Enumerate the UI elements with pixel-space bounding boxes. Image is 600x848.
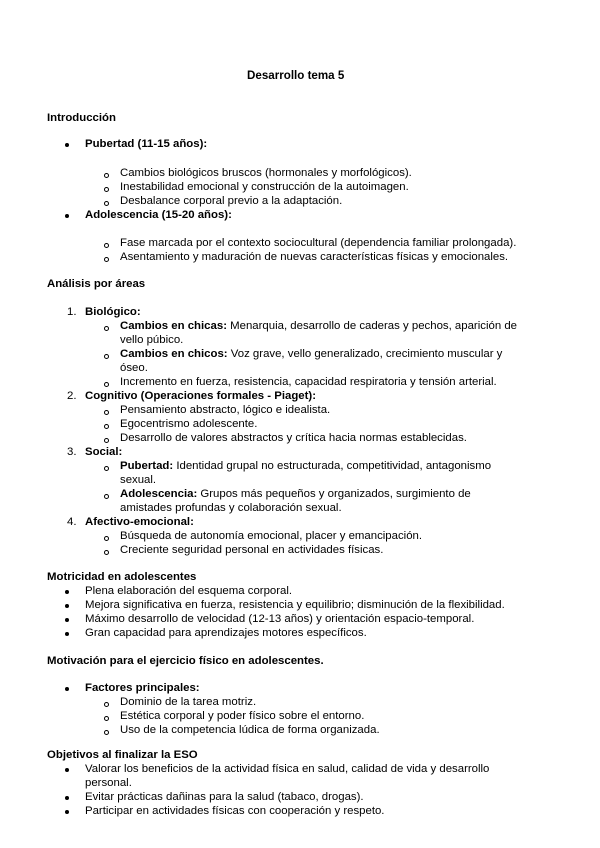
bullet-icon [65,618,69,622]
list-item: Máximo desarrollo de velocidad (12-13 años) y orientación espacio-temporal. [85,613,475,625]
factores-label: Factores principales: [85,682,200,694]
list-item: Búsqueda de autonomía emocional, placer y emancipación. [120,530,423,542]
page-title: Desarrollo tema 5 [247,69,345,82]
circle-bullet-icon [104,730,109,735]
bullet-icon [65,590,69,594]
list-item: Desarrollo de valores abstractos y crítica hacia normas establecidas. [120,432,467,444]
list-item-continuation: vello púbico. [120,334,184,346]
list-item-continuation: personal. [85,777,132,789]
list-item: Mejora significativa en fuerza, resistencia y equilibrio; disminución de la flexibilidad. [85,599,505,611]
list-item: Dominio de la tarea motriz. [120,696,257,708]
circle-bullet-icon [104,382,109,387]
section-heading-motivacion: Motivación para el ejercicio físico en adolescentes. [47,655,324,667]
list-item-continuation: óseo. [120,362,148,374]
list-number: 3. [67,446,77,458]
list-item: Adolescencia: Grupos más pequeños y organizados, surgimiento de [120,488,471,500]
circle-bullet-icon [104,550,109,555]
list-item: Estética corporal y poder físico sobre el entorno. [120,710,365,722]
list-item: Pensamiento abstracto, lógico e idealista. [120,404,331,416]
list-item-continuation: amistades profundas y colaboración sexual. [120,502,342,514]
list-item: Creciente seguridad personal en actividades físicas. [120,544,384,556]
circle-bullet-icon [104,424,109,429]
list-item-continuation: sexual. [120,474,157,486]
list-item: Participar en actividades físicas con cooperación y respeto. [85,805,385,817]
list-number: 4. [67,516,77,528]
bullet-icon [65,214,69,218]
list-item: Uso de la competencia lúdica de forma organizada. [120,724,380,736]
list-item: Desbalance corporal previo a la adaptación. [120,195,343,207]
list-item: Gran capacidad para aprendizajes motores específicos. [85,627,367,639]
list-item: Cambios en chicos: Voz grave, vello generalizado, crecimiento muscular y [120,348,503,360]
circle-bullet-icon [104,257,109,262]
circle-bullet-icon [104,702,109,707]
circle-bullet-icon [104,410,109,415]
section-heading-objetivos: Objetivos al finalizar la ESO [47,749,198,761]
list-item: Inestabilidad emocional y construcción de la autoimagen. [120,181,409,193]
circle-bullet-icon [104,354,109,359]
section-heading-introduccion: Introducción [47,112,116,124]
bullet-icon [65,143,69,147]
circle-bullet-icon [104,438,109,443]
area-label-afectivo: Afectivo-emocional: [85,516,194,528]
adolescencia-label: Adolescencia (15-20 años): [85,209,232,221]
circle-bullet-icon [104,536,109,541]
list-item: Pubertad: Identidad grupal no estructurada, competitividad, antagonismo [120,460,492,472]
bullet-icon [65,632,69,636]
list-item: Cambios biológicos bruscos (hormonales y morfológicos). [120,167,412,179]
list-item: Plena elaboración del esquema corporal. [85,585,293,597]
list-item: Evitar prácticas dañinas para la salud (tabaco, drogas). [85,791,364,803]
circle-bullet-icon [104,326,109,331]
list-item: Valorar los beneficios de la actividad física en salud, calidad de vida y desarrollo [85,763,490,775]
bullet-icon [65,687,69,691]
circle-bullet-icon [104,201,109,206]
circle-bullet-icon [104,173,109,178]
list-number: 1. [67,306,77,318]
area-label-cognitivo: Cognitivo (Operaciones formales - Piaget): [85,390,317,402]
pubertad-label: Pubertad (11-15 años): [85,138,208,150]
list-item: Fase marcada por el contexto sociocultural (dependencia familiar prolongada). [120,237,517,249]
list-item: Incremento en fuerza, resistencia, capacidad respiratoria y tensión arterial. [120,376,497,388]
list-item: Egocentrismo adolescente. [120,418,258,430]
circle-bullet-icon [104,243,109,248]
circle-bullet-icon [104,187,109,192]
bullet-icon [65,768,69,772]
circle-bullet-icon [104,716,109,721]
area-label-biologico: Biológico: [85,306,141,318]
section-heading-motricidad: Motricidad en adolescentes [47,571,197,583]
circle-bullet-icon [104,466,109,471]
list-item: Asentamiento y maduración de nuevas características físicas y emocionales. [120,251,509,263]
area-label-social: Social: [85,446,123,458]
bullet-icon [65,810,69,814]
circle-bullet-icon [104,494,109,499]
section-heading-analisis: Análisis por áreas [47,278,146,290]
list-item: Cambios en chicas: Menarquia, desarrollo de caderas y pechos, aparición de [120,320,517,332]
bullet-icon [65,796,69,800]
bullet-icon [65,604,69,608]
list-number: 2. [67,390,77,402]
